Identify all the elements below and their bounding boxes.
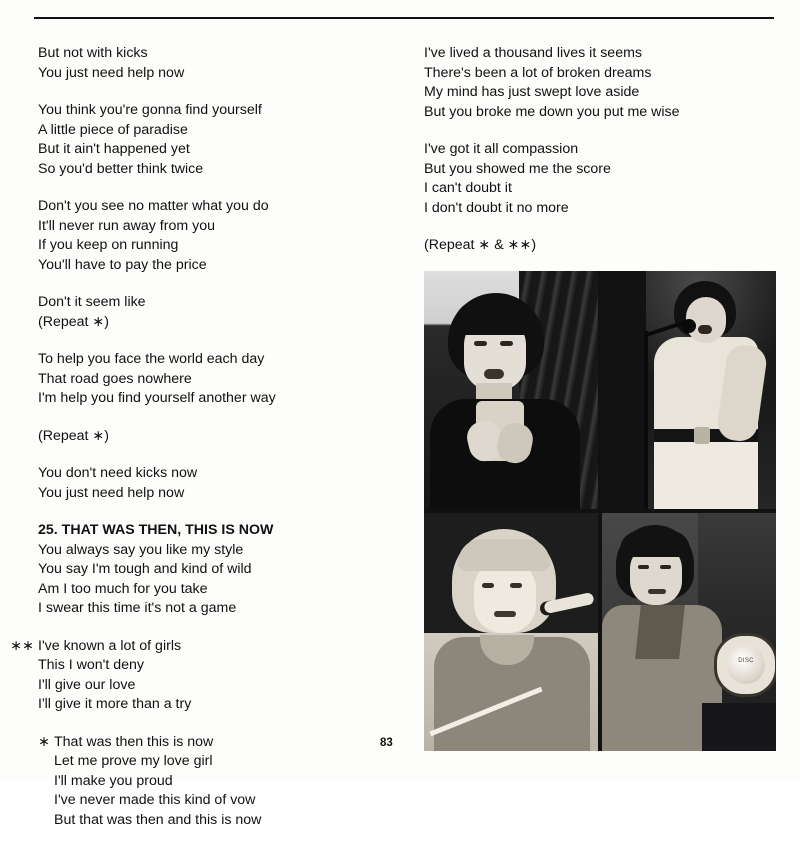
lyric-text: But you broke me down you put me wise — [424, 103, 680, 120]
lyric-text: You don't need kicks now — [38, 465, 198, 481]
lyric-line — [0, 236, 400, 256]
lyric-text: But it ain't happened yet — [38, 141, 190, 157]
lyric-text: I've got it all compassion — [424, 141, 579, 157]
lyric-line — [0, 313, 400, 333]
lyric-text: Let me prove my love girl — [54, 753, 213, 769]
lyric-line — [0, 464, 400, 484]
right-text-column — [424, 44, 784, 274]
mouth-shape — [698, 325, 712, 334]
photo-collage — [424, 271, 776, 751]
fringe-shape — [458, 539, 550, 571]
lyric-line — [0, 484, 400, 504]
lyric-text: You always say you like my style — [38, 541, 244, 558]
lyric-text: That was then this is now — [54, 733, 214, 750]
lyric-marker: ∗ — [38, 733, 50, 750]
wall-clock — [714, 633, 776, 697]
lyric-line — [0, 427, 400, 447]
photo-blond-musician — [424, 513, 598, 751]
lyric-line — [0, 217, 400, 237]
fringe-shape — [620, 531, 690, 557]
lyric-line — [0, 752, 400, 772]
stanza-7 — [0, 464, 400, 503]
lyric-line — [424, 160, 784, 180]
lyric-text: You'll have to pay the price — [38, 256, 207, 273]
song-stanza-2 — [0, 637, 400, 715]
left-text-column — [0, 44, 400, 848]
lyric-line — [0, 350, 400, 370]
lyric-line — [0, 599, 400, 619]
lyric-text: I'll give it more than a try — [38, 696, 192, 712]
lyric-text: (Repeat ∗) — [38, 313, 110, 330]
microphone-stand — [644, 331, 648, 509]
lapel-shape — [635, 605, 685, 659]
song-stanza-1 — [0, 541, 400, 619]
lyric-line — [0, 44, 400, 64]
lyric-line — [424, 44, 784, 64]
lyric-text: (Repeat ∗ & ∗∗) — [424, 237, 537, 253]
stanza-3 — [0, 197, 400, 275]
lyric-text: (Repeat ∗) — [38, 427, 110, 444]
lyric-line — [0, 580, 400, 600]
header-rule — [34, 17, 774, 19]
lyric-line — [0, 656, 400, 676]
song-title: 25. THAT WAS THEN, THIS IS NOW — [38, 522, 274, 538]
song-stanza-3 — [0, 733, 400, 831]
lyric-line — [0, 256, 400, 276]
lyric-text: But you showed me the score — [424, 160, 611, 177]
clock-face — [727, 646, 765, 684]
lyric-text: You just need help now — [38, 64, 185, 81]
photo-singer-dark-hair — [424, 271, 598, 509]
lyric-line — [424, 199, 784, 219]
lyric-text: I've known a lot of girls — [38, 637, 182, 654]
lyric-line — [0, 293, 400, 313]
clock-label: DISC — [738, 658, 754, 664]
lyric-line — [424, 64, 784, 84]
lyric-line — [0, 695, 400, 715]
lyric-text: I'll make you proud — [54, 772, 173, 789]
lyric-text: I don't doubt it no more — [424, 199, 569, 216]
mouth-shape — [484, 369, 504, 379]
stanza-1 — [424, 44, 784, 122]
lyric-line — [424, 140, 784, 160]
stanza-2 — [424, 140, 784, 218]
lyric-line — [424, 236, 784, 256]
lyric-text: So you'd better think twice — [38, 160, 204, 177]
mouth-shape — [648, 589, 666, 594]
stanza-5 — [0, 350, 400, 409]
lyric-line — [0, 64, 400, 84]
photo-musician-with-clock — [602, 513, 776, 751]
lyric-text: I'll give our love — [38, 676, 136, 693]
lyric-line — [0, 121, 400, 141]
dark-shelf — [702, 703, 776, 751]
lyric-text: But that was then and this is now — [54, 811, 262, 828]
lyric-text: I've never made this kind of vow — [54, 792, 256, 808]
lyric-text: But not with kicks — [38, 45, 148, 61]
dark-left-edge — [602, 271, 646, 509]
fringe-shape — [454, 301, 538, 335]
lyric-line — [0, 637, 400, 657]
lyric-line — [0, 389, 400, 409]
lyric-text: You think you're gonna find yourself — [38, 102, 262, 118]
eye-right — [500, 341, 513, 346]
lyric-line — [0, 101, 400, 121]
lyric-text: I'm help you find yourself another way — [38, 390, 276, 406]
lyric-text: Don't you see no matter what you do — [38, 198, 269, 214]
lyric-line — [0, 160, 400, 180]
lyric-text: You just need help now — [38, 484, 185, 501]
lyric-text: If you keep on running — [38, 237, 179, 253]
lyric-text: You say I'm tough and kind of wild — [38, 561, 252, 577]
lyric-line — [0, 676, 400, 696]
stanza-1 — [0, 44, 400, 83]
lyric-text: To help you face the world each day — [38, 351, 265, 367]
eye-right — [510, 583, 522, 588]
lyric-line — [0, 811, 400, 831]
page-number: 83 — [380, 737, 393, 749]
eye-right — [660, 565, 671, 569]
stanza-3 — [424, 236, 784, 256]
lyric-text: This I won't deny — [38, 657, 145, 673]
lyric-line — [0, 197, 400, 217]
lyric-text: It'll never run away from you — [38, 217, 215, 234]
lyric-line — [424, 83, 784, 103]
lyric-line — [0, 541, 400, 561]
lyric-text: I swear this time it's not a game — [38, 600, 237, 616]
pants-shape — [654, 442, 758, 509]
lyric-line — [0, 560, 400, 580]
lyric-text: That road goes nowhere — [38, 370, 192, 387]
microphone-head — [682, 319, 696, 333]
lyric-text: There's been a lot of broken dreams — [424, 64, 652, 81]
lyric-line — [0, 140, 400, 160]
eye-left — [638, 565, 649, 569]
lyric-line — [0, 370, 400, 390]
lyric-line — [0, 772, 400, 792]
lyric-text: I've lived a thousand lives it seems — [424, 45, 642, 61]
lyric-line — [0, 733, 400, 753]
stanza-6 — [0, 427, 400, 447]
eye-left — [474, 341, 487, 346]
lyric-text: My mind has just swept love aside — [424, 84, 640, 100]
mouth-shape — [494, 611, 516, 617]
lyric-text: I can't doubt it — [424, 180, 512, 196]
belt-buckle — [694, 427, 710, 444]
lyric-text: Am I too much for you take — [38, 580, 208, 597]
lyric-text: A little piece of paradise — [38, 121, 188, 138]
lyric-line — [0, 791, 400, 811]
stanza-2 — [0, 101, 400, 179]
stanza-4 — [0, 293, 400, 332]
lyric-line — [424, 103, 784, 123]
eye-left — [482, 583, 494, 588]
photo-singer-at-microphone — [602, 271, 776, 509]
lyric-text: Don't it seem like — [38, 294, 146, 310]
lyric-marker: ∗∗ — [10, 637, 34, 654]
lyric-line — [424, 179, 784, 199]
